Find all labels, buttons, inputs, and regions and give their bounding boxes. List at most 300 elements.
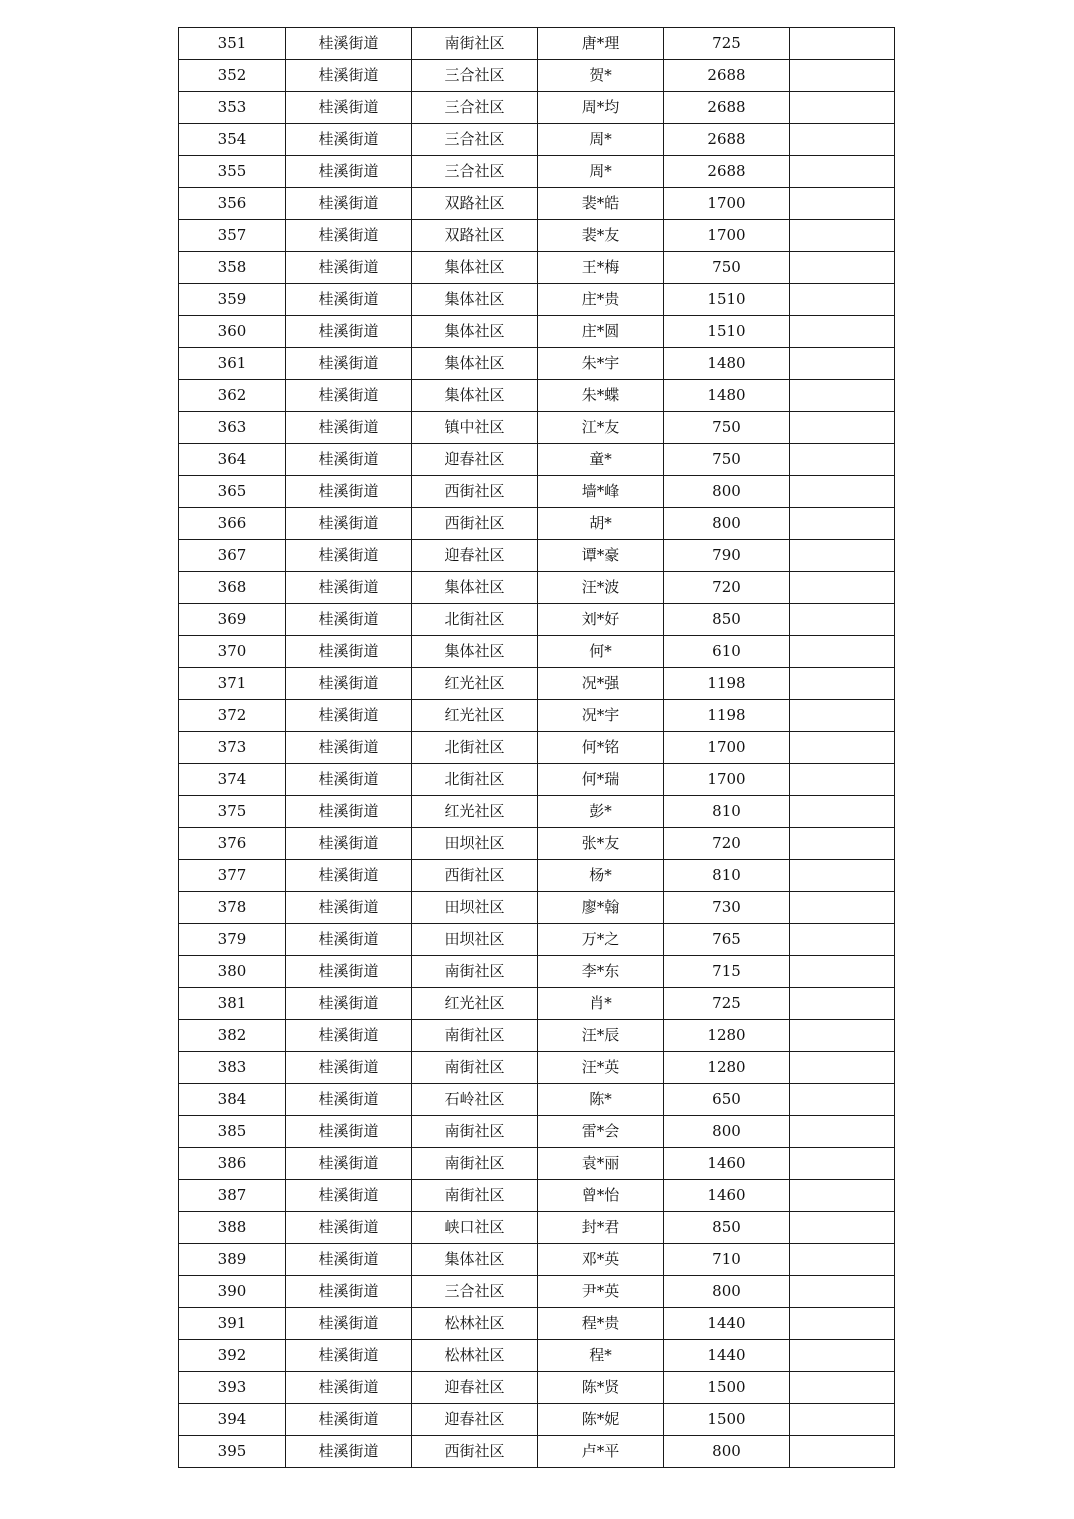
community-cell: 西街社区 <box>412 860 538 892</box>
remarks-cell <box>790 1020 895 1052</box>
name-cell: 雷*会 <box>538 1116 664 1148</box>
table-row <box>179 572 895 604</box>
serial-number-cell: 391 <box>179 1308 286 1340</box>
subdistrict-cell: 桂溪街道 <box>286 1180 412 1212</box>
table-row <box>179 1244 895 1276</box>
amount-cell: 725 <box>664 28 790 60</box>
community-cell: 迎春社区 <box>412 540 538 572</box>
name-cell: 封*君 <box>538 1212 664 1244</box>
serial-number-cell: 380 <box>179 956 286 988</box>
remarks-cell <box>790 508 895 540</box>
community-cell: 南街社区 <box>412 1020 538 1052</box>
name-cell: 刘*好 <box>538 604 664 636</box>
community-cell: 南街社区 <box>412 1116 538 1148</box>
amount-cell: 2688 <box>664 124 790 156</box>
subdistrict-cell: 桂溪街道 <box>286 412 412 444</box>
serial-number-cell: 363 <box>179 412 286 444</box>
community-cell: 红光社区 <box>412 668 538 700</box>
table-row <box>179 380 895 412</box>
table-row <box>179 60 895 92</box>
serial-number-cell: 362 <box>179 380 286 412</box>
name-cell: 程*贵 <box>538 1308 664 1340</box>
name-cell: 况*宇 <box>538 700 664 732</box>
subdistrict-cell: 桂溪街道 <box>286 700 412 732</box>
table-row <box>179 540 895 572</box>
community-cell: 迎春社区 <box>412 1404 538 1436</box>
serial-number-cell: 385 <box>179 1116 286 1148</box>
serial-number-cell: 394 <box>179 1404 286 1436</box>
community-cell: 西街社区 <box>412 508 538 540</box>
serial-number-cell: 358 <box>179 252 286 284</box>
remarks-cell <box>790 1052 895 1084</box>
amount-cell: 750 <box>664 444 790 476</box>
subdistrict-cell: 桂溪街道 <box>286 636 412 668</box>
name-cell: 汪*波 <box>538 572 664 604</box>
community-cell: 红光社区 <box>412 700 538 732</box>
subdistrict-cell: 桂溪街道 <box>286 92 412 124</box>
name-cell: 贺* <box>538 60 664 92</box>
community-cell: 集体社区 <box>412 572 538 604</box>
name-cell: 裴*友 <box>538 220 664 252</box>
serial-number-cell: 369 <box>179 604 286 636</box>
remarks-cell <box>790 1148 895 1180</box>
community-cell: 北街社区 <box>412 604 538 636</box>
serial-number-cell: 352 <box>179 60 286 92</box>
amount-cell: 2688 <box>664 60 790 92</box>
amount-cell: 1440 <box>664 1340 790 1372</box>
serial-number-cell: 395 <box>179 1436 286 1468</box>
amount-cell: 800 <box>664 508 790 540</box>
table-row <box>179 860 895 892</box>
amount-cell: 710 <box>664 1244 790 1276</box>
table-row <box>179 1180 895 1212</box>
subdistrict-cell: 桂溪街道 <box>286 124 412 156</box>
amount-cell: 720 <box>664 572 790 604</box>
remarks-cell <box>790 60 895 92</box>
amount-cell: 850 <box>664 1212 790 1244</box>
name-cell: 墙*峰 <box>538 476 664 508</box>
serial-number-cell: 367 <box>179 540 286 572</box>
subdistrict-cell: 桂溪街道 <box>286 604 412 636</box>
serial-number-cell: 366 <box>179 508 286 540</box>
table-row <box>179 188 895 220</box>
serial-number-cell: 356 <box>179 188 286 220</box>
remarks-cell <box>790 572 895 604</box>
amount-cell: 790 <box>664 540 790 572</box>
name-cell: 曾*怡 <box>538 1180 664 1212</box>
amount-cell: 2688 <box>664 92 790 124</box>
serial-number-cell: 386 <box>179 1148 286 1180</box>
table-row <box>179 1340 895 1372</box>
community-cell: 三合社区 <box>412 156 538 188</box>
table-row <box>179 476 895 508</box>
subdistrict-cell: 桂溪街道 <box>286 1084 412 1116</box>
community-cell: 石岭社区 <box>412 1084 538 1116</box>
table-row <box>179 796 895 828</box>
amount-cell: 730 <box>664 892 790 924</box>
community-cell: 南街社区 <box>412 1148 538 1180</box>
remarks-cell <box>790 92 895 124</box>
subdistrict-cell: 桂溪街道 <box>286 732 412 764</box>
table-row <box>179 1436 895 1468</box>
subdistrict-cell: 桂溪街道 <box>286 956 412 988</box>
amount-cell: 810 <box>664 860 790 892</box>
serial-number-cell: 390 <box>179 1276 286 1308</box>
amount-cell: 1280 <box>664 1052 790 1084</box>
community-cell: 集体社区 <box>412 636 538 668</box>
table-row <box>179 156 895 188</box>
subdistrict-cell: 桂溪街道 <box>286 476 412 508</box>
remarks-cell <box>790 636 895 668</box>
subdistrict-cell: 桂溪街道 <box>286 156 412 188</box>
serial-number-cell: 378 <box>179 892 286 924</box>
name-cell: 汪*英 <box>538 1052 664 1084</box>
serial-number-cell: 382 <box>179 1020 286 1052</box>
table-row <box>179 828 895 860</box>
name-cell: 陈*贤 <box>538 1372 664 1404</box>
name-cell: 王*梅 <box>538 252 664 284</box>
table-body <box>179 28 895 1468</box>
remarks-cell <box>790 220 895 252</box>
subdistrict-cell: 桂溪街道 <box>286 1212 412 1244</box>
remarks-cell <box>790 764 895 796</box>
community-cell: 三合社区 <box>412 124 538 156</box>
table-row <box>179 924 895 956</box>
remarks-cell <box>790 604 895 636</box>
serial-number-cell: 355 <box>179 156 286 188</box>
name-cell: 况*强 <box>538 668 664 700</box>
subdistrict-cell: 桂溪街道 <box>286 924 412 956</box>
serial-number-cell: 383 <box>179 1052 286 1084</box>
remarks-cell <box>790 1116 895 1148</box>
serial-number-cell: 354 <box>179 124 286 156</box>
subdistrict-cell: 桂溪街道 <box>286 1436 412 1468</box>
community-cell: 松林社区 <box>412 1308 538 1340</box>
name-cell: 朱*宇 <box>538 348 664 380</box>
community-cell: 双路社区 <box>412 188 538 220</box>
amount-cell: 650 <box>664 1084 790 1116</box>
community-cell: 南街社区 <box>412 956 538 988</box>
amount-cell: 1510 <box>664 284 790 316</box>
community-cell: 松林社区 <box>412 1340 538 1372</box>
remarks-cell <box>790 828 895 860</box>
name-cell: 胡* <box>538 508 664 540</box>
community-cell: 集体社区 <box>412 316 538 348</box>
name-cell: 何*铭 <box>538 732 664 764</box>
table-row <box>179 956 895 988</box>
name-cell: 张*友 <box>538 828 664 860</box>
name-cell: 肖* <box>538 988 664 1020</box>
serial-number-cell: 353 <box>179 92 286 124</box>
amount-cell: 810 <box>664 796 790 828</box>
community-cell: 集体社区 <box>412 380 538 412</box>
serial-number-cell: 374 <box>179 764 286 796</box>
table-row <box>179 444 895 476</box>
subdistrict-cell: 桂溪街道 <box>286 220 412 252</box>
table-row <box>179 1052 895 1084</box>
amount-cell: 715 <box>664 956 790 988</box>
amount-cell: 1440 <box>664 1308 790 1340</box>
table-row <box>179 1404 895 1436</box>
remarks-cell <box>790 1308 895 1340</box>
serial-number-cell: 389 <box>179 1244 286 1276</box>
subdistrict-cell: 桂溪街道 <box>286 1148 412 1180</box>
community-cell: 峡口社区 <box>412 1212 538 1244</box>
amount-cell: 720 <box>664 828 790 860</box>
table-row <box>179 988 895 1020</box>
remarks-cell <box>790 1212 895 1244</box>
table-row <box>179 1276 895 1308</box>
name-cell: 童* <box>538 444 664 476</box>
subdistrict-cell: 桂溪街道 <box>286 1020 412 1052</box>
subdistrict-cell: 桂溪街道 <box>286 1404 412 1436</box>
table-row <box>179 604 895 636</box>
serial-number-cell: 384 <box>179 1084 286 1116</box>
table-row <box>179 1212 895 1244</box>
serial-number-cell: 360 <box>179 316 286 348</box>
subdistrict-cell: 桂溪街道 <box>286 60 412 92</box>
table-row <box>179 732 895 764</box>
subdistrict-cell: 桂溪街道 <box>286 348 412 380</box>
table-row <box>179 700 895 732</box>
name-cell: 唐*理 <box>538 28 664 60</box>
table-row <box>179 252 895 284</box>
serial-number-cell: 351 <box>179 28 286 60</box>
amount-cell: 1480 <box>664 348 790 380</box>
community-cell: 红光社区 <box>412 796 538 828</box>
amount-cell: 1460 <box>664 1148 790 1180</box>
table-row <box>179 220 895 252</box>
serial-number-cell: 364 <box>179 444 286 476</box>
remarks-cell <box>790 796 895 828</box>
community-cell: 南街社区 <box>412 1052 538 1084</box>
subdistrict-cell: 桂溪街道 <box>286 860 412 892</box>
table-row <box>179 764 895 796</box>
name-cell: 卢*平 <box>538 1436 664 1468</box>
table-row <box>179 28 895 60</box>
community-cell: 迎春社区 <box>412 444 538 476</box>
remarks-cell <box>790 668 895 700</box>
subdistrict-cell: 桂溪街道 <box>286 572 412 604</box>
serial-number-cell: 387 <box>179 1180 286 1212</box>
remarks-cell <box>790 444 895 476</box>
amount-cell: 750 <box>664 412 790 444</box>
serial-number-cell: 377 <box>179 860 286 892</box>
data-table <box>178 27 895 1468</box>
community-cell: 集体社区 <box>412 1244 538 1276</box>
community-cell: 田坝社区 <box>412 892 538 924</box>
community-cell: 田坝社区 <box>412 828 538 860</box>
name-cell: 杨* <box>538 860 664 892</box>
amount-cell: 850 <box>664 604 790 636</box>
subdistrict-cell: 桂溪街道 <box>286 380 412 412</box>
subdistrict-cell: 桂溪街道 <box>286 316 412 348</box>
subdistrict-cell: 桂溪街道 <box>286 796 412 828</box>
serial-number-cell: 392 <box>179 1340 286 1372</box>
community-cell: 西街社区 <box>412 476 538 508</box>
amount-cell: 1500 <box>664 1404 790 1436</box>
serial-number-cell: 365 <box>179 476 286 508</box>
remarks-cell <box>790 1404 895 1436</box>
subdistrict-cell: 桂溪街道 <box>286 764 412 796</box>
table-row <box>179 316 895 348</box>
name-cell: 袁*丽 <box>538 1148 664 1180</box>
amount-cell: 1510 <box>664 316 790 348</box>
remarks-cell <box>790 1340 895 1372</box>
subdistrict-cell: 桂溪街道 <box>286 988 412 1020</box>
remarks-cell <box>790 1180 895 1212</box>
community-cell: 北街社区 <box>412 732 538 764</box>
amount-cell: 800 <box>664 1116 790 1148</box>
serial-number-cell: 359 <box>179 284 286 316</box>
remarks-cell <box>790 540 895 572</box>
subdistrict-cell: 桂溪街道 <box>286 540 412 572</box>
name-cell: 周* <box>538 156 664 188</box>
name-cell: 裴*皓 <box>538 188 664 220</box>
remarks-cell <box>790 1436 895 1468</box>
amount-cell: 750 <box>664 252 790 284</box>
community-cell: 迎春社区 <box>412 1372 538 1404</box>
name-cell: 廖*翰 <box>538 892 664 924</box>
community-cell: 北街社区 <box>412 764 538 796</box>
amount-cell: 1198 <box>664 700 790 732</box>
community-cell: 田坝社区 <box>412 924 538 956</box>
subdistrict-cell: 桂溪街道 <box>286 1116 412 1148</box>
name-cell: 何* <box>538 636 664 668</box>
subdistrict-cell: 桂溪街道 <box>286 444 412 476</box>
serial-number-cell: 388 <box>179 1212 286 1244</box>
remarks-cell <box>790 924 895 956</box>
name-cell: 周*均 <box>538 92 664 124</box>
community-cell: 三合社区 <box>412 92 538 124</box>
amount-cell: 1480 <box>664 380 790 412</box>
table-row <box>179 412 895 444</box>
table-row <box>179 124 895 156</box>
amount-cell: 800 <box>664 476 790 508</box>
remarks-cell <box>790 156 895 188</box>
remarks-cell <box>790 348 895 380</box>
community-cell: 南街社区 <box>412 1180 538 1212</box>
amount-cell: 610 <box>664 636 790 668</box>
name-cell: 程* <box>538 1340 664 1372</box>
remarks-cell <box>790 188 895 220</box>
name-cell: 朱*蝶 <box>538 380 664 412</box>
serial-number-cell: 375 <box>179 796 286 828</box>
subdistrict-cell: 桂溪街道 <box>286 892 412 924</box>
subdistrict-cell: 桂溪街道 <box>286 1372 412 1404</box>
amount-cell: 1700 <box>664 220 790 252</box>
subdistrict-cell: 桂溪街道 <box>286 188 412 220</box>
remarks-cell <box>790 380 895 412</box>
amount-cell: 1700 <box>664 188 790 220</box>
subdistrict-cell: 桂溪街道 <box>286 1244 412 1276</box>
subdistrict-cell: 桂溪街道 <box>286 1308 412 1340</box>
serial-number-cell: 371 <box>179 668 286 700</box>
name-cell: 陈* <box>538 1084 664 1116</box>
amount-cell: 1280 <box>664 1020 790 1052</box>
remarks-cell <box>790 1276 895 1308</box>
community-cell: 三合社区 <box>412 60 538 92</box>
serial-number-cell: 376 <box>179 828 286 860</box>
serial-number-cell: 357 <box>179 220 286 252</box>
remarks-cell <box>790 316 895 348</box>
remarks-cell <box>790 124 895 156</box>
serial-number-cell: 372 <box>179 700 286 732</box>
amount-cell: 1198 <box>664 668 790 700</box>
table-row <box>179 1308 895 1340</box>
table-row <box>179 348 895 380</box>
subdistrict-cell: 桂溪街道 <box>286 1340 412 1372</box>
remarks-cell <box>790 1244 895 1276</box>
remarks-cell <box>790 700 895 732</box>
name-cell: 周* <box>538 124 664 156</box>
name-cell: 彭* <box>538 796 664 828</box>
remarks-cell <box>790 1084 895 1116</box>
name-cell: 李*东 <box>538 956 664 988</box>
table-row <box>179 508 895 540</box>
remarks-cell <box>790 988 895 1020</box>
amount-cell: 1500 <box>664 1372 790 1404</box>
subdistrict-cell: 桂溪街道 <box>286 508 412 540</box>
amount-cell: 800 <box>664 1436 790 1468</box>
name-cell: 庄*圆 <box>538 316 664 348</box>
table-row <box>179 892 895 924</box>
table-row <box>179 1148 895 1180</box>
name-cell: 尹*英 <box>538 1276 664 1308</box>
subdistrict-cell: 桂溪街道 <box>286 284 412 316</box>
community-cell: 镇中社区 <box>412 412 538 444</box>
amount-cell: 800 <box>664 1276 790 1308</box>
name-cell: 邓*英 <box>538 1244 664 1276</box>
name-cell: 江*友 <box>538 412 664 444</box>
name-cell: 庄*贵 <box>538 284 664 316</box>
serial-number-cell: 379 <box>179 924 286 956</box>
table-row <box>179 92 895 124</box>
subdistrict-cell: 桂溪街道 <box>286 668 412 700</box>
amount-cell: 2688 <box>664 156 790 188</box>
amount-cell: 765 <box>664 924 790 956</box>
table-row <box>179 1116 895 1148</box>
community-cell: 西街社区 <box>412 1436 538 1468</box>
amount-cell: 725 <box>664 988 790 1020</box>
serial-number-cell: 370 <box>179 636 286 668</box>
serial-number-cell: 393 <box>179 1372 286 1404</box>
subdistrict-cell: 桂溪街道 <box>286 252 412 284</box>
subdistrict-cell: 桂溪街道 <box>286 1052 412 1084</box>
name-cell: 何*瑞 <box>538 764 664 796</box>
remarks-cell <box>790 252 895 284</box>
subdistrict-cell: 桂溪街道 <box>286 1276 412 1308</box>
table-row <box>179 284 895 316</box>
serial-number-cell: 373 <box>179 732 286 764</box>
table-row <box>179 668 895 700</box>
community-cell: 集体社区 <box>412 284 538 316</box>
table-row <box>179 1084 895 1116</box>
remarks-cell <box>790 956 895 988</box>
name-cell: 汪*辰 <box>538 1020 664 1052</box>
community-cell: 集体社区 <box>412 252 538 284</box>
name-cell: 万*之 <box>538 924 664 956</box>
remarks-cell <box>790 476 895 508</box>
remarks-cell <box>790 892 895 924</box>
name-cell: 陈*妮 <box>538 1404 664 1436</box>
name-cell: 谭*豪 <box>538 540 664 572</box>
remarks-cell <box>790 732 895 764</box>
community-cell: 三合社区 <box>412 1276 538 1308</box>
remarks-cell <box>790 284 895 316</box>
serial-number-cell: 361 <box>179 348 286 380</box>
remarks-cell <box>790 28 895 60</box>
